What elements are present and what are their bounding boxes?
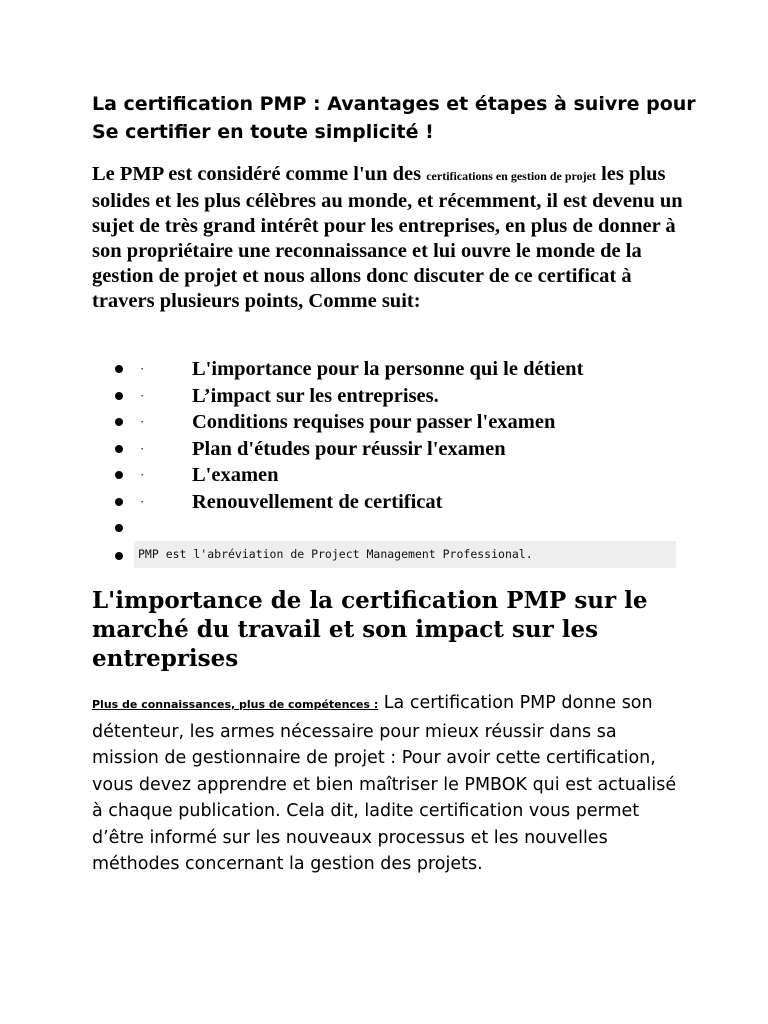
list-item-text: Renouvellement de certificat xyxy=(192,490,443,513)
bullet-icon xyxy=(115,392,123,400)
list-item-empty xyxy=(92,515,692,542)
section-heading: L'importance de la certification PMP sur le marché du travail et son impact sur les entreprises xyxy=(92,587,648,672)
list-item xyxy=(92,462,692,489)
intro-text-start: Le PMP est considéré comme l'un des xyxy=(92,163,427,185)
bullet-icon xyxy=(115,445,123,453)
intro-paragraph xyxy=(92,162,692,314)
list-item-text: L'importance pour la personne qui le détient xyxy=(192,358,584,380)
middle-dot-marker: · xyxy=(140,467,145,482)
document-title: La certification PMP : Avantages et étapes à suivre pour Se certifier en toute simplicité ! xyxy=(92,93,696,143)
intro-inline-phrase: certifications en gestion de projet xyxy=(426,169,596,183)
middle-dot-marker: · xyxy=(140,493,145,509)
list-item xyxy=(92,409,692,436)
list-item-text: Plan d'études pour réussir l'examen xyxy=(192,437,506,460)
body-lead-label: Plus de connaissances, plus de compétences : xyxy=(92,698,379,711)
middle-dot-marker: · xyxy=(140,440,145,456)
middle-dot-marker: · xyxy=(140,361,145,376)
body-paragraph xyxy=(92,690,682,878)
list-item-text: L'examen xyxy=(192,464,279,486)
list-item xyxy=(92,436,692,463)
bullet-icon xyxy=(115,471,123,479)
body-text: La certification PMP donne son détenteur, les armes nécessaire pour mieux réussir dans sa mission de gestionnaire de projet : Pour avoir cette certification, vous devez apprendre et bien maîtriser le PMBOK qui est actualisé à chaque publication. Cela dit, ladite certification vous permet d’être informé sur les nouveaux processus et les nouvelles méthodes concernant la gestion des projets. xyxy=(92,693,677,874)
bullet-icon xyxy=(115,524,123,532)
intro-text-end: les plus solides et les plus célèbres au monde, et récemment, il est devenu un sujet de très grand intérêt pour les entreprises, en plus de donner à son propriétaire une reconnaissance et lui ouvre le monde de la gestion de projet et nous allons donc discuter de ce certificat à travers plusieurs points, Comme suit: xyxy=(92,163,683,312)
code-note-row xyxy=(92,541,676,568)
middle-dot-marker: · xyxy=(140,387,145,403)
bullet-icon xyxy=(115,365,123,373)
list-item xyxy=(92,489,692,516)
middle-dot-marker: · xyxy=(140,414,145,429)
list-item xyxy=(92,383,692,410)
list-item-text: L’impact sur les entreprises. xyxy=(192,384,439,407)
bullet-icon xyxy=(115,418,123,426)
bullet-icon xyxy=(115,498,123,506)
list-item xyxy=(92,356,692,383)
code-note: PMP est l'abréviation de Project Management Professional. xyxy=(134,541,676,568)
list-item-text: Conditions requises pour passer l'examen xyxy=(192,411,556,433)
bullet-icon xyxy=(115,552,123,560)
topics-list xyxy=(92,356,692,542)
